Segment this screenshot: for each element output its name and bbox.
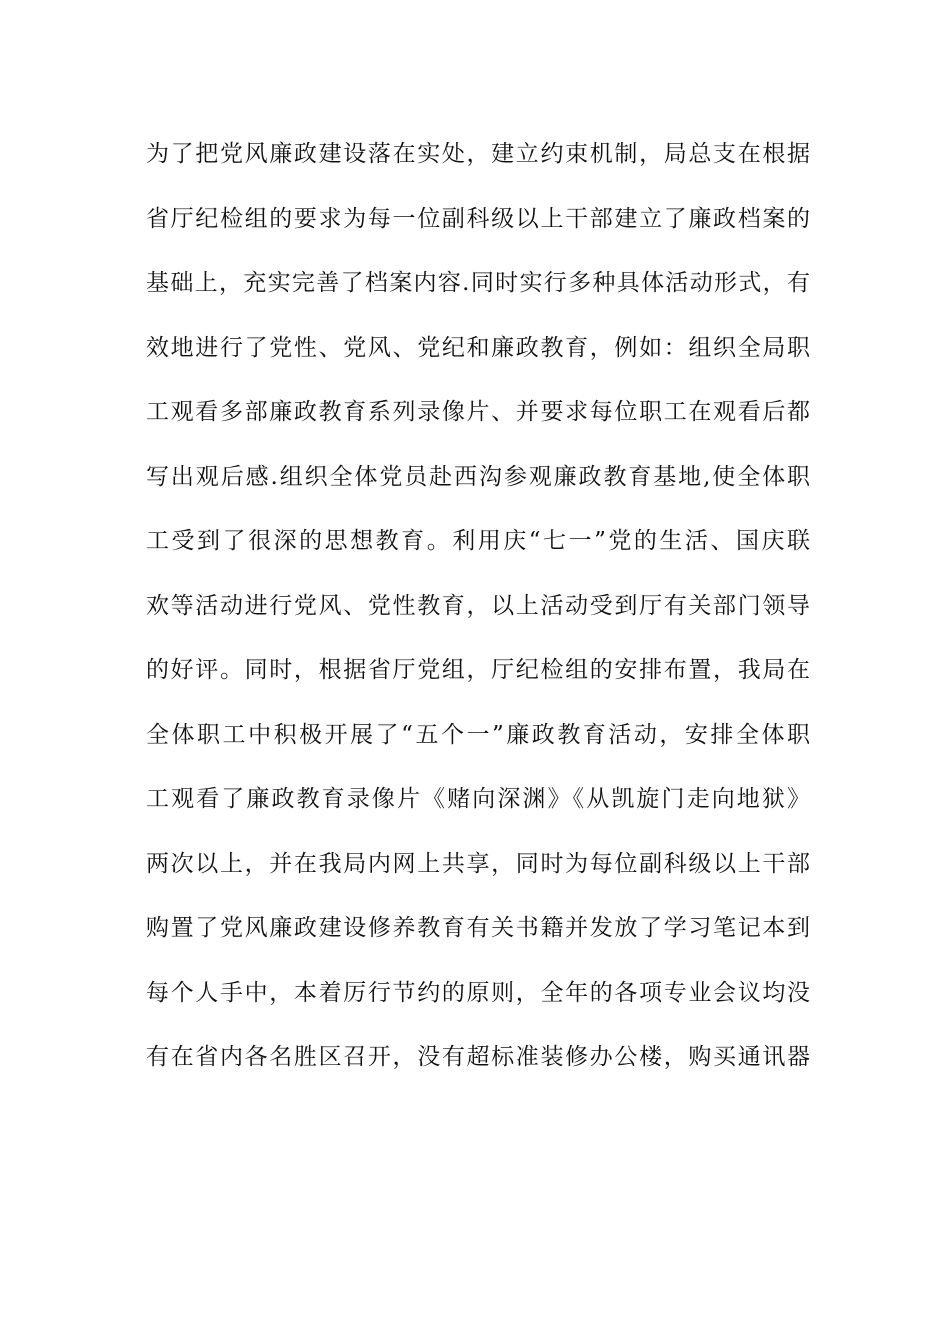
text-line: 写出观后感.组织全体党员赴西沟参观廉政教育基地,使全体职 xyxy=(146,463,810,490)
text-line: 购置了党风廉政建设修养教育有关书籍并发放了学习笔记本到 xyxy=(146,915,810,941)
text-line: 为了把党风廉政建设落在实处，建立约束机制，局总支在根据 xyxy=(146,141,810,167)
text-line: 省厅纪检组的要求为每一位副科级以上干部建立了廉政档案的 xyxy=(146,205,810,232)
body-paragraph xyxy=(146,126,810,1094)
text-line: 工观看多部廉政教育系列录像片、并要求每位职工在观看后都 xyxy=(146,399,810,425)
text-line: 基础上，充实完善了档案内容.同时实行多种具体活动形式，有 xyxy=(146,270,810,296)
text-line: 每个人手中，本着厉行节约的原则，全年的各项专业会议均没 xyxy=(146,979,810,1006)
text-line: 工观看了廉政教育录像片《赌向深渊》《从凯旋门走向地狱》 xyxy=(146,786,810,812)
text-line: 工受到了很深的思想教育。利用庆“七一”党的生活、国庆联 xyxy=(146,528,810,554)
text-line: 两次以上，并在我局内网上共享，同时为每位副科级以上干部 xyxy=(146,850,810,877)
text-line: 全体职工中积极开展了“五个一”廉政教育活动，安排全体职 xyxy=(146,721,810,748)
text-line: 效地进行了党性、党风、党纪和廉政教育，例如：组织全局职 xyxy=(146,334,810,361)
text-line: 的好评。同时，根据省厅党组，厅纪检组的安排布置，我局在 xyxy=(146,657,810,683)
text-line: 有在省内各名胜区召开，没有超标准装修办公楼，购买通讯器 xyxy=(146,1044,810,1070)
text-line: 欢等活动进行党风、党性教育，以上活动受到厅有关部门领导 xyxy=(146,592,810,619)
